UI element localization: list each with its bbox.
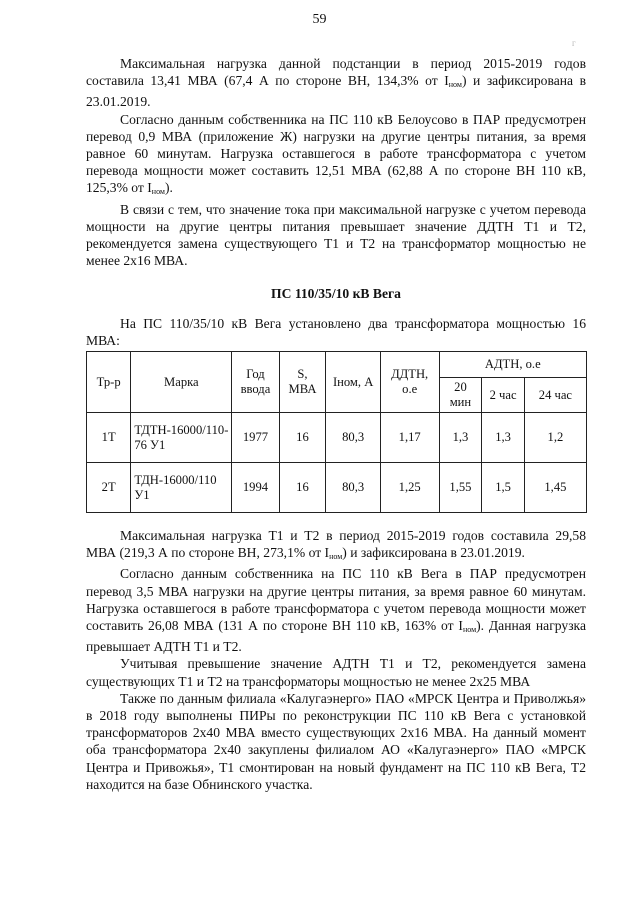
paragraph: Максимальная нагрузка данной подстанции в период 2015-2019 годов составила 13,41 МВА (67,4 А по стороне ВН, 134,3% от $I_{ном}$) и зафиксирована в 23.01.2019. xyxy=(86,56,586,110)
cell-brand: ТДТН-16000/110-76 У1 xyxy=(131,413,232,463)
cell-adtn-2h: 1,3 xyxy=(482,413,524,463)
transformer-table xyxy=(86,351,587,513)
header-transformer: Тр-р xyxy=(87,352,131,413)
header-brand: Марка xyxy=(131,352,232,413)
cell-year: 1994 xyxy=(232,463,279,513)
table-row xyxy=(87,413,587,463)
header-adtn-2h: 2 час xyxy=(482,378,524,413)
header-ddtn: ДДТН, о.е xyxy=(380,352,439,413)
header-adtn: АДТН, о.е xyxy=(439,352,586,378)
header-power: S, МВА xyxy=(279,352,326,413)
cell-ddtn: 1,25 xyxy=(380,463,439,513)
paragraph: Согласно данным собственника на ПС 110 кВ Белоусово в ПАР предусмотрен перевод 0,9 МВА (приложение Ж) нагрузки на другие центры питания, за время равное 60 минутам. Нагрузка оставшегося в работе трансформатора с учетом перевода мощности может составить 12,51 МВА (62,88 А по стороне ВН 110 кВ, 125,3% от $I_{ном}$). xyxy=(86,111,586,197)
cell-adtn-24h: 1,2 xyxy=(524,413,586,463)
cell-ddtn: 1,17 xyxy=(380,413,439,463)
cell-year: 1977 xyxy=(232,413,279,463)
table-row xyxy=(87,463,587,513)
paragraph: На ПС 110/35/10 кВ Вега установлено два трансформатора мощностью 16 МВА: xyxy=(86,315,586,348)
paragraph: В связи с тем, что значение тока при максимальной нагрузке с учетом перевода мощности на другие центры питания превышает значение ДДТН Т1 и Т2, рекомендуется замена существующего Т1 и Т2 на трансформатор мощностью не менее 2х16 МВА. xyxy=(86,201,586,269)
header-adtn-24h: 24 час xyxy=(524,378,586,413)
page-number: 59 xyxy=(312,12,327,27)
cell-adtn-20min: 1,3 xyxy=(439,413,482,463)
cell-power: 16 xyxy=(279,413,326,463)
margin-mark: г xyxy=(572,38,576,48)
section-heading: ПС 110/35/10 кВ Вега xyxy=(271,286,401,302)
cell-power: 16 xyxy=(279,463,326,513)
cell-brand: ТДН-16000/110 У1 xyxy=(131,463,232,513)
header-adtn-20min: 20 мин xyxy=(439,378,482,413)
cell-current: 80,3 xyxy=(326,413,380,463)
document-body xyxy=(86,55,586,793)
cell-adtn-24h: 1,45 xyxy=(524,463,586,513)
paragraph: Также по данным филиала «Калугаэнерго» ПАО «МРСК Центра и Приволжья» в 2018 году выполнены ПИРы по реконструкции ПС 110 кВ Вега с установкой трансформаторов 2х40 МВА вместо существующих 2х16 МВА. На данный момент оба трансформатора 2х40 закуплены филиалом АО «Калугаэнерго» ПАО «МРСК Центра и Привожья», Т1 смонтирован на новый фундамент на ПС 110 кВ Вега, Т2 находится на базе Обнинского участка. xyxy=(86,690,586,792)
header-current: Iном, А xyxy=(326,352,380,413)
cell-adtn-20min: 1,55 xyxy=(439,463,482,513)
cell-transformer: 1Т xyxy=(87,413,131,463)
paragraph: Согласно данным собственника на ПС 110 кВ Вега в ПАР предусмотрен перевод 3,5 МВА нагрузки на другие центры питания, за время равное 60 минутам. Нагрузка оставшегося в работе трансформатора с учетом перевода мощности может составить 26,08 МВА (131 А по стороне ВН 110 кВ, 163% от $I_{ном}$). Данная нагрузка превышает АДТН Т1 и Т2. xyxy=(86,566,586,655)
paragraph: Максимальная нагрузка Т1 и Т2 в период 2015-2019 годов составила 29,58 МВА (219,3 А по стороне ВН, 273,1% от $I_{ном}$) и зафиксирована в 23.01.2019. xyxy=(86,528,586,562)
cell-adtn-2h: 1,5 xyxy=(482,463,524,513)
paragraph: Учитывая превышение значение АДТН Т1 и Т2, рекомендуется замена существующих Т1 и Т2 на трансформаторы мощностью не менее 2х25 МВА xyxy=(86,656,586,689)
header-year: Год ввода xyxy=(232,352,279,413)
cell-transformer: 2Т xyxy=(87,463,131,513)
cell-current: 80,3 xyxy=(326,463,380,513)
